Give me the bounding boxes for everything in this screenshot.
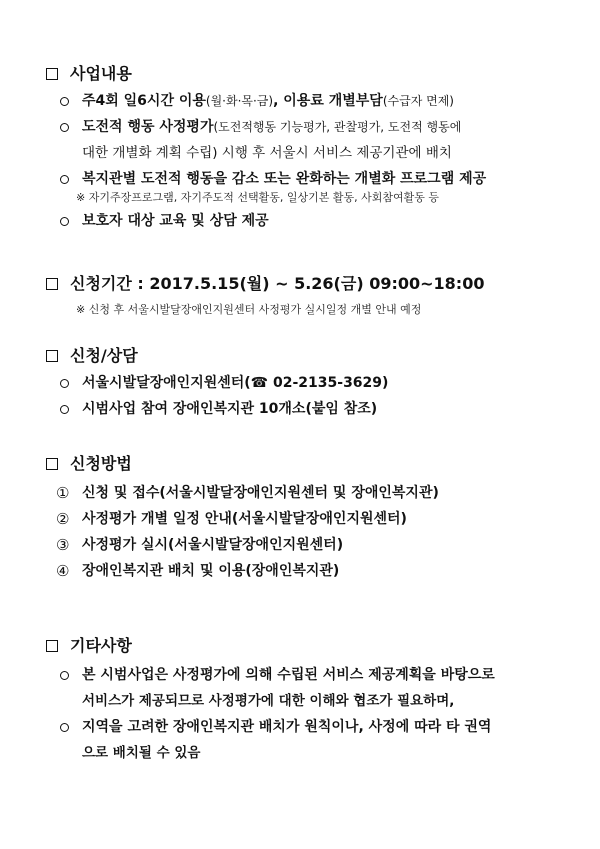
list-item [0, 118, 600, 144]
list-item-continuation [0, 692, 600, 718]
item-text: 보호자 대상 교육 및 상담 제공 [82, 213, 269, 229]
step-text: 신청 및 접수(서울시발달장애인지원센터 및 장애인복지관) [82, 485, 439, 501]
step-item [0, 536, 600, 562]
text-bold: 도전적 행동 사정평가 [82, 119, 214, 135]
section-title: 사업내용 [70, 64, 132, 83]
continuation-text: 대한 개별화 계획 수립) 시행 후 서울시 서비스 제공기관에 배치 [82, 145, 452, 161]
item-text: 서울시발달장애인지원센터(☎ 02-2135-3629) [82, 375, 389, 391]
step-item [0, 562, 600, 588]
circle-bullet-icon [60, 217, 69, 226]
text-bold: 주4회 일6시간 이용 [82, 93, 206, 109]
section-period [0, 274, 600, 324]
item-text: 지역을 고려한 장애인복지관 배치가 원칙이나, 사정에 따라 타 권역 [82, 719, 492, 735]
section-title: 신청방법 [70, 454, 132, 473]
circle-bullet-icon [60, 175, 69, 184]
step-item [0, 484, 600, 510]
note-row [0, 302, 600, 324]
circle-bullet-icon [60, 723, 69, 732]
list-item [0, 718, 600, 744]
step-number: ② [56, 510, 70, 528]
checkbox-square-icon [46, 278, 58, 290]
checkbox-square-icon [46, 350, 58, 362]
section-header [0, 274, 600, 298]
item-text [82, 118, 461, 137]
circle-bullet-icon [60, 123, 69, 132]
checkbox-square-icon [46, 458, 58, 470]
section-consult [0, 346, 600, 426]
step-number: ④ [56, 562, 70, 580]
note-text: ※ 신청 후 서울시발달장애인지원센터 사정평가 실시일정 개별 안내 예정 [76, 303, 422, 316]
step-text: 사정평가 개별 일정 안내(서울시발달장애인지원센터) [82, 511, 407, 527]
list-item-continuation [0, 144, 600, 170]
circle-bullet-icon [60, 405, 69, 414]
list-item [0, 374, 600, 400]
text-small: (수급자 면제) [382, 94, 454, 108]
circle-bullet-icon [60, 97, 69, 106]
step-number: ③ [56, 536, 70, 554]
section-header [0, 636, 600, 660]
step-text: 사정평가 실시(서울시발달장애인지원센터) [82, 537, 344, 553]
section-title: 신청기간 : 2017.5.15(월) ~ 5.26(금) 09:00~18:00 [70, 274, 485, 293]
text-bold: , 이용료 개별부담 [273, 93, 383, 109]
section-header [0, 346, 600, 370]
section-title: 기타사항 [70, 636, 132, 655]
note-text: ※ 자기주장프로그램, 자기주도적 선택활동, 일상기본 활동, 사회참여활동 등 [76, 191, 439, 204]
step-number: ① [56, 484, 70, 502]
section-header [0, 454, 600, 478]
note-row [0, 190, 600, 212]
section-title: 신청/상담 [70, 346, 138, 365]
circle-bullet-icon [60, 379, 69, 388]
checkbox-square-icon [46, 68, 58, 80]
item-text [82, 92, 454, 111]
continuation-text: 서비스가 제공되므로 사정평가에 대한 이해와 협조가 필요하며, [82, 693, 455, 709]
section-etc [0, 636, 600, 770]
list-item-continuation [0, 744, 600, 770]
section-header [0, 64, 600, 88]
list-item [0, 400, 600, 426]
item-text: 시범사업 참여 장애인복지관 10개소(붙임 참조) [82, 401, 378, 417]
list-item [0, 212, 600, 238]
text-small: (월·화·목·금) [205, 94, 274, 108]
step-item [0, 510, 600, 536]
circle-bullet-icon [60, 671, 69, 680]
text-small: (도전적행동 기능평가, 관찰평가, 도전적 행동에 [213, 120, 462, 134]
continuation-text: 으로 배치될 수 있음 [82, 745, 201, 761]
section-method [0, 454, 600, 588]
checkbox-square-icon [46, 640, 58, 652]
step-text: 장애인복지관 배치 및 이용(장애인복지관) [82, 563, 340, 579]
list-item [0, 92, 600, 118]
item-text: 복지관별 도전적 행동을 감소 또는 완화하는 개별화 프로그램 제공 [82, 171, 487, 187]
list-item [0, 666, 600, 692]
item-text: 본 시범사업은 사정평가에 의해 수립된 서비스 제공계획을 바탕으로 [82, 667, 495, 683]
section-business [0, 64, 600, 238]
